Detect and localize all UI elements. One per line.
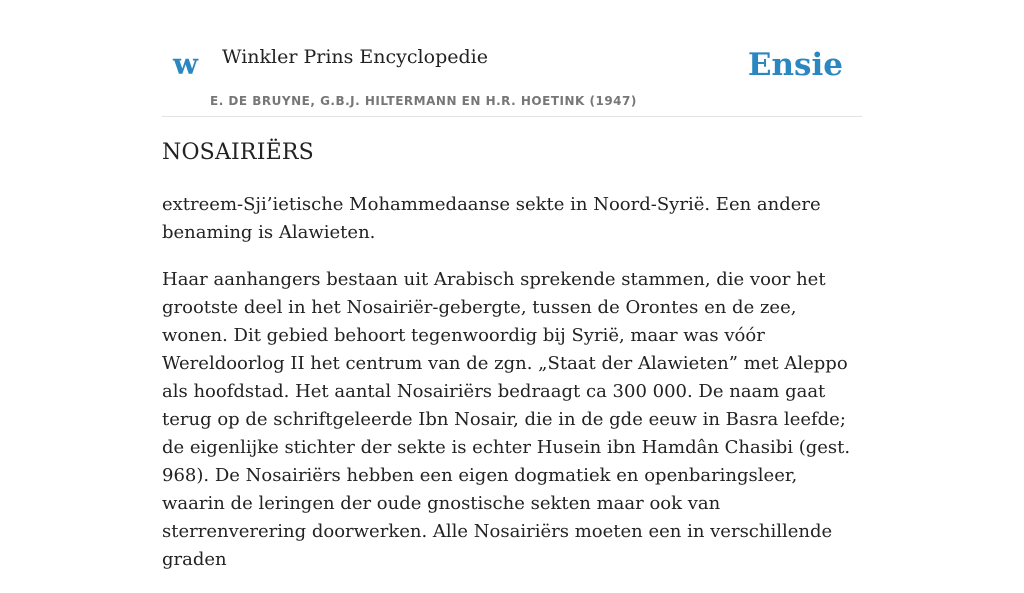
article-title: NOSAIRIËRS (162, 140, 314, 165)
site-title-link[interactable]: Winkler Prins Encyclopedie (222, 46, 488, 68)
ensie-brand-logo[interactable]: Ensie (747, 47, 843, 83)
authors-line: E. DE BRUYNE, G.B.J. HILTERMANN EN H.R. HOETINK (1947) (210, 94, 637, 108)
article (162, 138, 862, 593)
article-paragraph-1: extreem-Sji’ietische Mohammedaanse sekte in Noord-Syrië. Een andere benaming is Alawieten. (162, 193, 821, 243)
site-header (162, 0, 862, 117)
article-paragraph-2: Haar aanhangers bestaan uit Arabisch sprekende stammen, die voor het grootste deel in het Nosairiër-gebergte, tussen de Orontes en de zee, wonen. Dit gebied behoort tegenwoordig bij Syrië, maar was vóór Wereldoorlog II het centrum van de zgn. „Staat der Alawieten” met Aleppo als hoofdstad. Het aantal Nosairiërs bedraagt ca 300 000. De naam gaat terug op de schriftgeleerde Ibn Nosair, die in de gde eeuw in Basra leefde; de eigenlijke stichter der sekte is echter Husein ibn Hamdân Chasibi (gest. 968). De Nosairiërs hebben een eigen dogmatiek en openbaringsleer, waarin de leringen der oude gnostische sekten maar ook van sterrenverering doorwerken. Alle Nosairiërs moeten een in verschillende graden (162, 268, 851, 570)
winkler-prins-logo[interactable]: w (173, 47, 198, 81)
